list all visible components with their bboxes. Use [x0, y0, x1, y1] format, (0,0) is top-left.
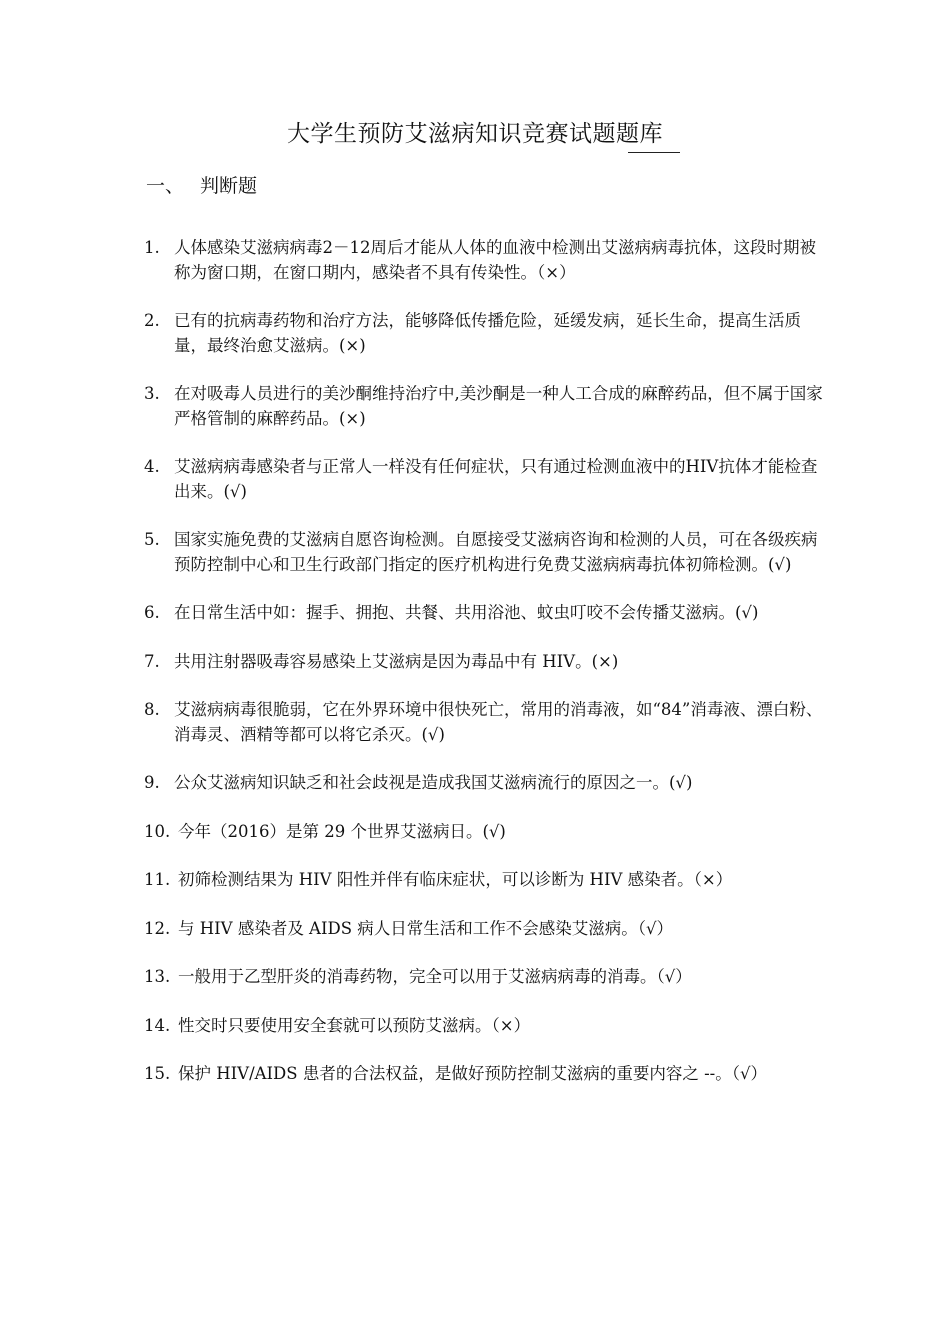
question-item: [144, 382, 824, 431]
question-text: 初筛检测结果为 HIV 阳性并伴有临床症状，可以诊断为 HIV 感染者。（×）: [178, 870, 733, 889]
question-item: [144, 455, 824, 504]
question-number: 3.: [144, 384, 160, 403]
question-number: 10.: [144, 821, 171, 841]
question-number: 15.: [144, 1064, 171, 1083]
question-text: 在日常生活中如：握手、拥抱、共餐、共用浴池、蚊虫叮咬不会传播艾滋病。(√): [174, 603, 759, 622]
question-text: 一般用于乙型肝炎的消毒药物，完全可以用于艾滋病病毒的消毒。（√）: [178, 967, 692, 986]
question-text: 艾滋病病毒很脆弱，它在外界环境中很快死亡，常用的消毒液，如“84”消毒液、漂白粉、消毒灵、酒精等都可以将它杀灭。(√): [174, 700, 823, 744]
question-item: [144, 771, 824, 796]
question-number: 13.: [144, 967, 171, 986]
question-number: 8.: [144, 700, 160, 719]
question-item: [144, 1014, 824, 1039]
question-item: [144, 650, 824, 675]
question-text: 与 HIV 感染者及 AIDS 病人日常生活和工作不会感染艾滋病。（√）: [178, 918, 674, 938]
question-number: 14.: [144, 1015, 171, 1035]
question-number: 6.: [144, 603, 160, 622]
question-text: 已有的抗病毒药物和治疗方法，能够降低传播危险，延缓发病，延长生命，提高生活质量，最终治愈艾滋病。(×): [174, 311, 801, 355]
question-number: 1.: [144, 238, 160, 257]
question-item: [144, 820, 824, 845]
question-number: 2.: [144, 311, 160, 330]
question-text: 公众艾滋病知识缺乏和社会歧视是造成我国艾滋病流行的原因之一。(√): [174, 773, 693, 792]
question-item: [144, 601, 824, 626]
question-number: 4.: [144, 457, 160, 476]
question-text: 性交时只要使用安全套就可以预防艾滋病。（×）: [178, 1015, 531, 1035]
question-number: 5.: [144, 530, 160, 549]
question-number: 9.: [144, 773, 160, 792]
question-number: 12.: [144, 918, 171, 938]
question-item: [144, 965, 824, 990]
section-title: 判断题: [200, 175, 258, 197]
question-text: 国家实施免费的艾滋病自愿咨询检测。自愿接受艾滋病咨询和检测的人员，可在各级疾病预防控制中心和卫生行政部门指定的医疗机构进行免费艾滋病病毒抗体初筛检测。(√): [174, 530, 818, 574]
section-heading: [146, 172, 257, 200]
question-text: 今年（2016）是第 29 个世界艾滋病日。(√): [178, 821, 506, 841]
question-list: [144, 236, 824, 1111]
question-text: 人体感染艾滋病病毒2－12周后才能从人体的血液中检测出艾滋病病毒抗体，这段时期被称为窗口期，在窗口期内，感染者不具有传染性。（×）: [174, 238, 816, 282]
question-text: 艾滋病病毒感染者与正常人一样没有任何症状，只有通过检测血液中的HIV抗体才能检查出来。(√): [174, 457, 818, 501]
question-number: 11.: [144, 870, 171, 889]
question-text: 保护 HIV/AIDS 患者的合法权益，是做好预防控制艾滋病的重要内容之 --。（√）: [178, 1064, 767, 1083]
question-item: [144, 868, 824, 893]
question-item: [144, 698, 824, 747]
question-item: [144, 528, 824, 577]
question-text: 在对吸毒人员进行的美沙酮维持治疗中,美沙酮是一种人工合成的麻醉药品，但不属于国家严格管制的麻醉药品。(×): [174, 384, 823, 428]
question-number: 7.: [144, 651, 160, 671]
question-text: 共用注射器吸毒容易感染上艾滋病是因为毒品中有 HIV。(×): [174, 651, 619, 671]
question-item: [144, 1062, 824, 1087]
title-underline: [628, 152, 680, 153]
document-title: 大学生预防艾滋病知识竞赛试题题库: [287, 121, 663, 147]
question-item: [144, 917, 824, 942]
question-item: [144, 309, 824, 358]
question-item: [144, 236, 824, 285]
section-number: 一、: [146, 175, 185, 197]
